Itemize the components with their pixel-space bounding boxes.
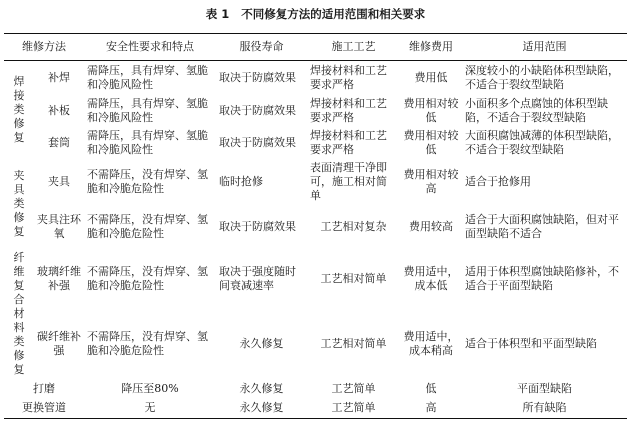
process-cell: 工艺相对简单: [320, 271, 387, 285]
method-cell: 夹具: [48, 174, 70, 188]
header-scope: 适用范围: [462, 34, 627, 61]
method-cell: 补焊: [48, 70, 70, 84]
life-cell: 取决于强度随时间衰减速率: [219, 264, 296, 292]
scope-cell: 适合于体积型和平面型缺陷: [465, 336, 597, 350]
header-method: 维修方法: [4, 34, 84, 61]
header-process: 施工工艺: [307, 34, 400, 61]
table-title: 不同修复方法的适用范围和相关要求: [241, 7, 426, 21]
cost-cell: 费用相对较高: [403, 167, 459, 195]
cost-cell: 费用适中，成本低: [403, 264, 459, 292]
life-cell: 取决于防腐效果: [219, 135, 296, 149]
header-cost: 维修费用: [400, 34, 462, 61]
header-life: 服役寿命: [216, 34, 307, 61]
scope-cell: 适用于体积型腐蚀缺陷修补，不适合于平面型缺陷: [465, 264, 619, 292]
life-cell: 取决于防腐效果: [219, 70, 296, 84]
safety-cell: 需降压，具有焊穿、氢脆和冷脆风险性: [87, 128, 208, 156]
table-number: 表 1: [205, 7, 230, 21]
method-cell: 碳纤维补强: [37, 329, 81, 357]
safety-cell: 不需降压，没有焊穿、氢脆和冷脆危险性: [87, 212, 208, 240]
life-cell: 永久修复: [239, 336, 284, 350]
method-cell: 打磨: [33, 381, 55, 395]
process-cell: 焊接材料和工艺要求严格: [310, 128, 387, 156]
cost-cell: 费用低: [414, 70, 448, 84]
cost-cell: 费用较高: [409, 219, 453, 233]
table-row: [4, 399, 627, 419]
table-row: [4, 127, 627, 159]
life-cell: 取决于防腐效果: [219, 219, 296, 233]
cost-cell: 低: [425, 381, 437, 395]
life-cell: 取决于防腐效果: [219, 103, 296, 117]
process-cell: 表面清理干净即可，施工相对简单: [310, 160, 387, 202]
scope-cell: 所有缺陷: [462, 399, 627, 419]
safety-cell: 不需降压，没有焊穿、氢脆和冷脆危险性: [87, 167, 208, 195]
cost-cell: 费用相对较低: [403, 96, 459, 124]
scope-cell: 小面积多个点腐蚀的体积型缺陷，不适合于裂纹型缺陷: [465, 96, 608, 124]
method-cell: 夹具注环氧: [37, 212, 81, 240]
scope-cell: 平面型缺陷: [517, 381, 572, 395]
table-caption: [0, 6, 631, 22]
table-row: [4, 95, 627, 127]
repair-methods-table: [4, 33, 627, 419]
table-row: [4, 159, 627, 205]
table-row: [4, 309, 627, 379]
process-cell: 工艺相对复杂: [320, 219, 387, 233]
header-safety: 安全性要求和特点: [84, 34, 216, 61]
process-cell: 焊接材料和工艺要求严格: [310, 63, 387, 91]
group-fiber: 纤 维 复 合 材 料 类 修 复: [13, 250, 25, 376]
header-row: [4, 34, 627, 61]
cost-cell: 高: [400, 399, 462, 419]
table-row: [4, 249, 627, 309]
cost-cell: 费用适中，成本稍高: [403, 329, 459, 357]
table-row: [4, 379, 627, 399]
process-cell: 焊接材料和工艺要求严格: [310, 96, 387, 124]
table-row: [4, 61, 627, 95]
cost-cell: 费用相对较低: [403, 128, 459, 156]
process-cell: 工艺简单: [307, 399, 400, 419]
scope-cell: 适合于抢修用: [465, 174, 531, 188]
safety-cell: 不需降压，没有焊穿、氢脆和冷脆危险性: [87, 264, 208, 292]
method-cell: 套筒: [48, 135, 70, 149]
process-cell: 工艺简单: [331, 381, 376, 395]
safety-cell: 无: [84, 399, 216, 419]
process-cell: 工艺相对简单: [320, 336, 387, 350]
safety-cell: 需降压，具有焊穿、氢脆和冷脆风险性: [87, 63, 208, 91]
life-cell: 临时抢修: [219, 174, 263, 188]
scope-cell: 适合于大面积腐蚀缺陷，但对平面型缺陷不适合: [465, 212, 619, 240]
method-cell: 玻璃纤维补强: [37, 264, 81, 292]
method-cell: 更换管道: [4, 399, 84, 419]
scope-cell: 深度较小的小缺陷体积型缺陷，不适合于裂纹型缺陷: [465, 63, 619, 91]
group-weld: 焊 接 类 修 复: [13, 74, 25, 144]
life-cell: 永久修复: [216, 399, 307, 419]
scope-cell: 大面积腐蚀减薄的体积型缺陷，不适合于裂纹型缺陷: [465, 128, 619, 156]
safety-cell: 需降压，具有焊穿、氢脆和冷脆风险性: [87, 96, 208, 124]
life-cell: 永久修复: [239, 381, 284, 395]
safety-cell: 降压至80%: [121, 381, 179, 395]
method-cell: 补板: [48, 103, 70, 117]
safety-cell: 不需降压，没有焊穿、氢脆和冷脆危险性: [87, 329, 208, 357]
group-clamp: 夹 具 类 修 复: [13, 168, 25, 238]
table-row: [4, 205, 627, 249]
